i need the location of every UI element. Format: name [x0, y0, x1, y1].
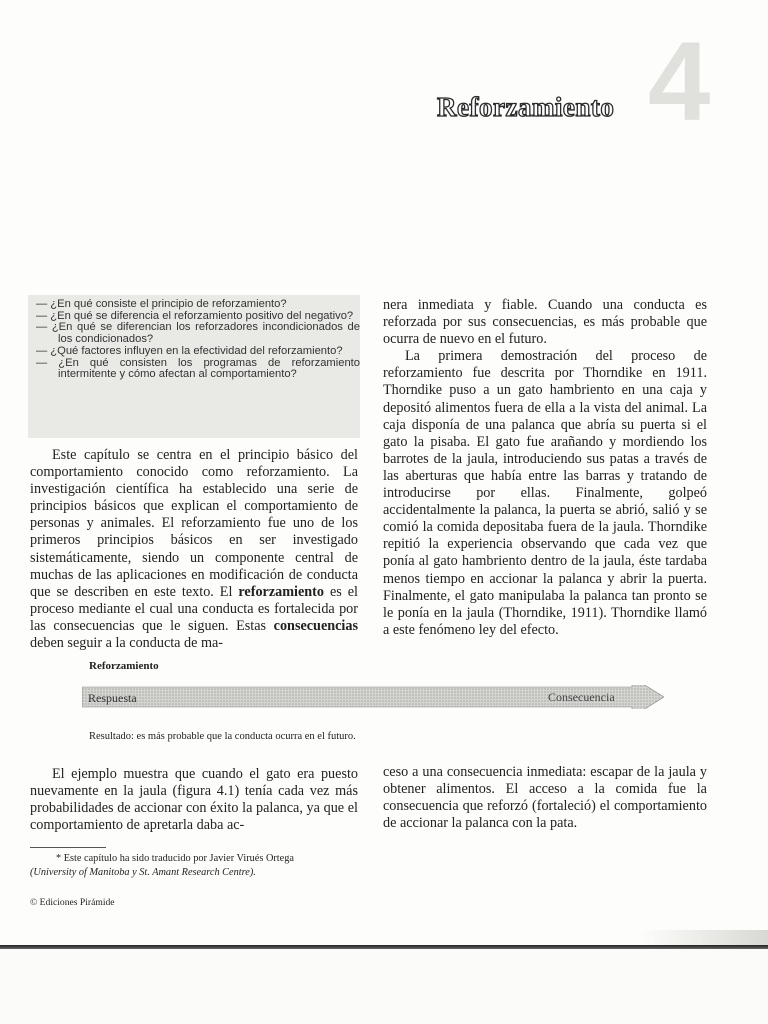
footnote-rule [30, 847, 106, 848]
footnote-affiliation: (University of Manitoba y St. Amant Research Centre). [30, 866, 256, 878]
chapter-title: Reforzamiento [437, 92, 615, 122]
diagram-result: Resultado: es más probable que la conducta ocurra en el futuro. [89, 731, 356, 742]
footnote-translator: * Este capítulo ha sido traducido por Javier Virués Ortega [56, 853, 294, 864]
question-item: — ¿En qué consisten los programas de reforzamiento intermitente y cómo afectan al comportamiento? [36, 356, 360, 381]
diagram-title: Reforzamiento [89, 660, 159, 672]
arrow-label-response: Respuesta [88, 691, 137, 705]
bottom-right-column [383, 764, 707, 832]
chapter-number: 4 [648, 19, 711, 144]
right-column [383, 297, 707, 639]
term-consecuencias: consecuencias [273, 617, 358, 634]
bottom-paragraph-left: El ejemplo muestra que cuando el gato era puesto nuevamente en la jaula (figura 4.1) tenía cada vez más probabilidades de accionar con éxito la palanca, ya que el comportamiento de apretarla daba ac- [30, 766, 358, 834]
left-column [30, 447, 358, 652]
right-paragraph-2: La primera demostración del proceso de reforzamiento fue descrita por Thorndike en 1911. Thorndike puso a un gato hambriento en una caja y depositó alimentos fuera de ella a la vista del animal. La caja disponía de una palanca que abría su puerta si el gato la pisaba. El gato fue arañando y mordiendo los barrotes de la jaula, introduciendo sus patas a través de las aberturas que había entre las barras y tratando de introducirse por ellas. Finalmente, golpeó accidentalmente la palanca, la puerta se abrió, salió y se comió la comida depositaba fuera de la jaula. Thorndike repitió la experiencia observando que cada vez que ponía al gato hambriento dentro de la jaula, éste tardaba menos tiempo en accionar la palanca y abrir la puerta. Finalmente, el gato manipulaba la palanca tan pronto se le ponía en la jaula (Thorndike, 1911). Thorndike llamó a este fenómeno ley del efecto. [383, 348, 707, 638]
question-item: — ¿En qué se diferencian los reforzadores incondicionados de los condicionados? [36, 321, 360, 346]
bottom-paragraph-right: ceso a una consecuencia inmediata: escapar de la jaula y obtener alimentos. El acceso a la comida fue la consecuencia que reforzó (fortaleció) el comportamiento de accionar la palanca con la pata. [383, 764, 707, 832]
bottom-left-column [30, 766, 358, 834]
scan-below [0, 949, 768, 1024]
term-reforzamiento: reforzamiento [238, 583, 325, 600]
publisher: © Ediciones Pirámide [30, 897, 115, 908]
footnote [30, 852, 370, 879]
questions-box [28, 295, 360, 438]
arrow-label-consequence: Consecuencia [548, 690, 615, 704]
intro-paragraph: Este capítulo se centra en el principio básico del comportamiento conocido como reforzamiento. La investigación científica ha establecido una serie de principios básicos que explican el comportamiento de personas y animales. El reforzamiento fue uno de los primeros principios básicos en ser investigado sistemáticamente, siendo un componente central de muchas de las aplicaciones en modificación de conducta que se describen en este texto. El reforzamiento es el proceso mediante el cual una conducta es fortalecida por las consecuencias que le siguen. Estas consecuencias deben seguir a la conducta de ma- [30, 447, 358, 652]
question-item: — ¿En qué se diferencia el reforzamiento positivo del negativo? [36, 309, 354, 322]
question-item: — ¿Qué factores influyen en la efectividad del reforzamiento? [36, 344, 343, 357]
question-item: — ¿En qué consiste el principio de reforzamiento? [36, 298, 287, 310]
right-paragraph-1: nera inmediata y fiable. Cuando una conducta es reforzada por sus consecuencias, es más probable que ocurra de nuevo en el futuro. [383, 297, 707, 348]
